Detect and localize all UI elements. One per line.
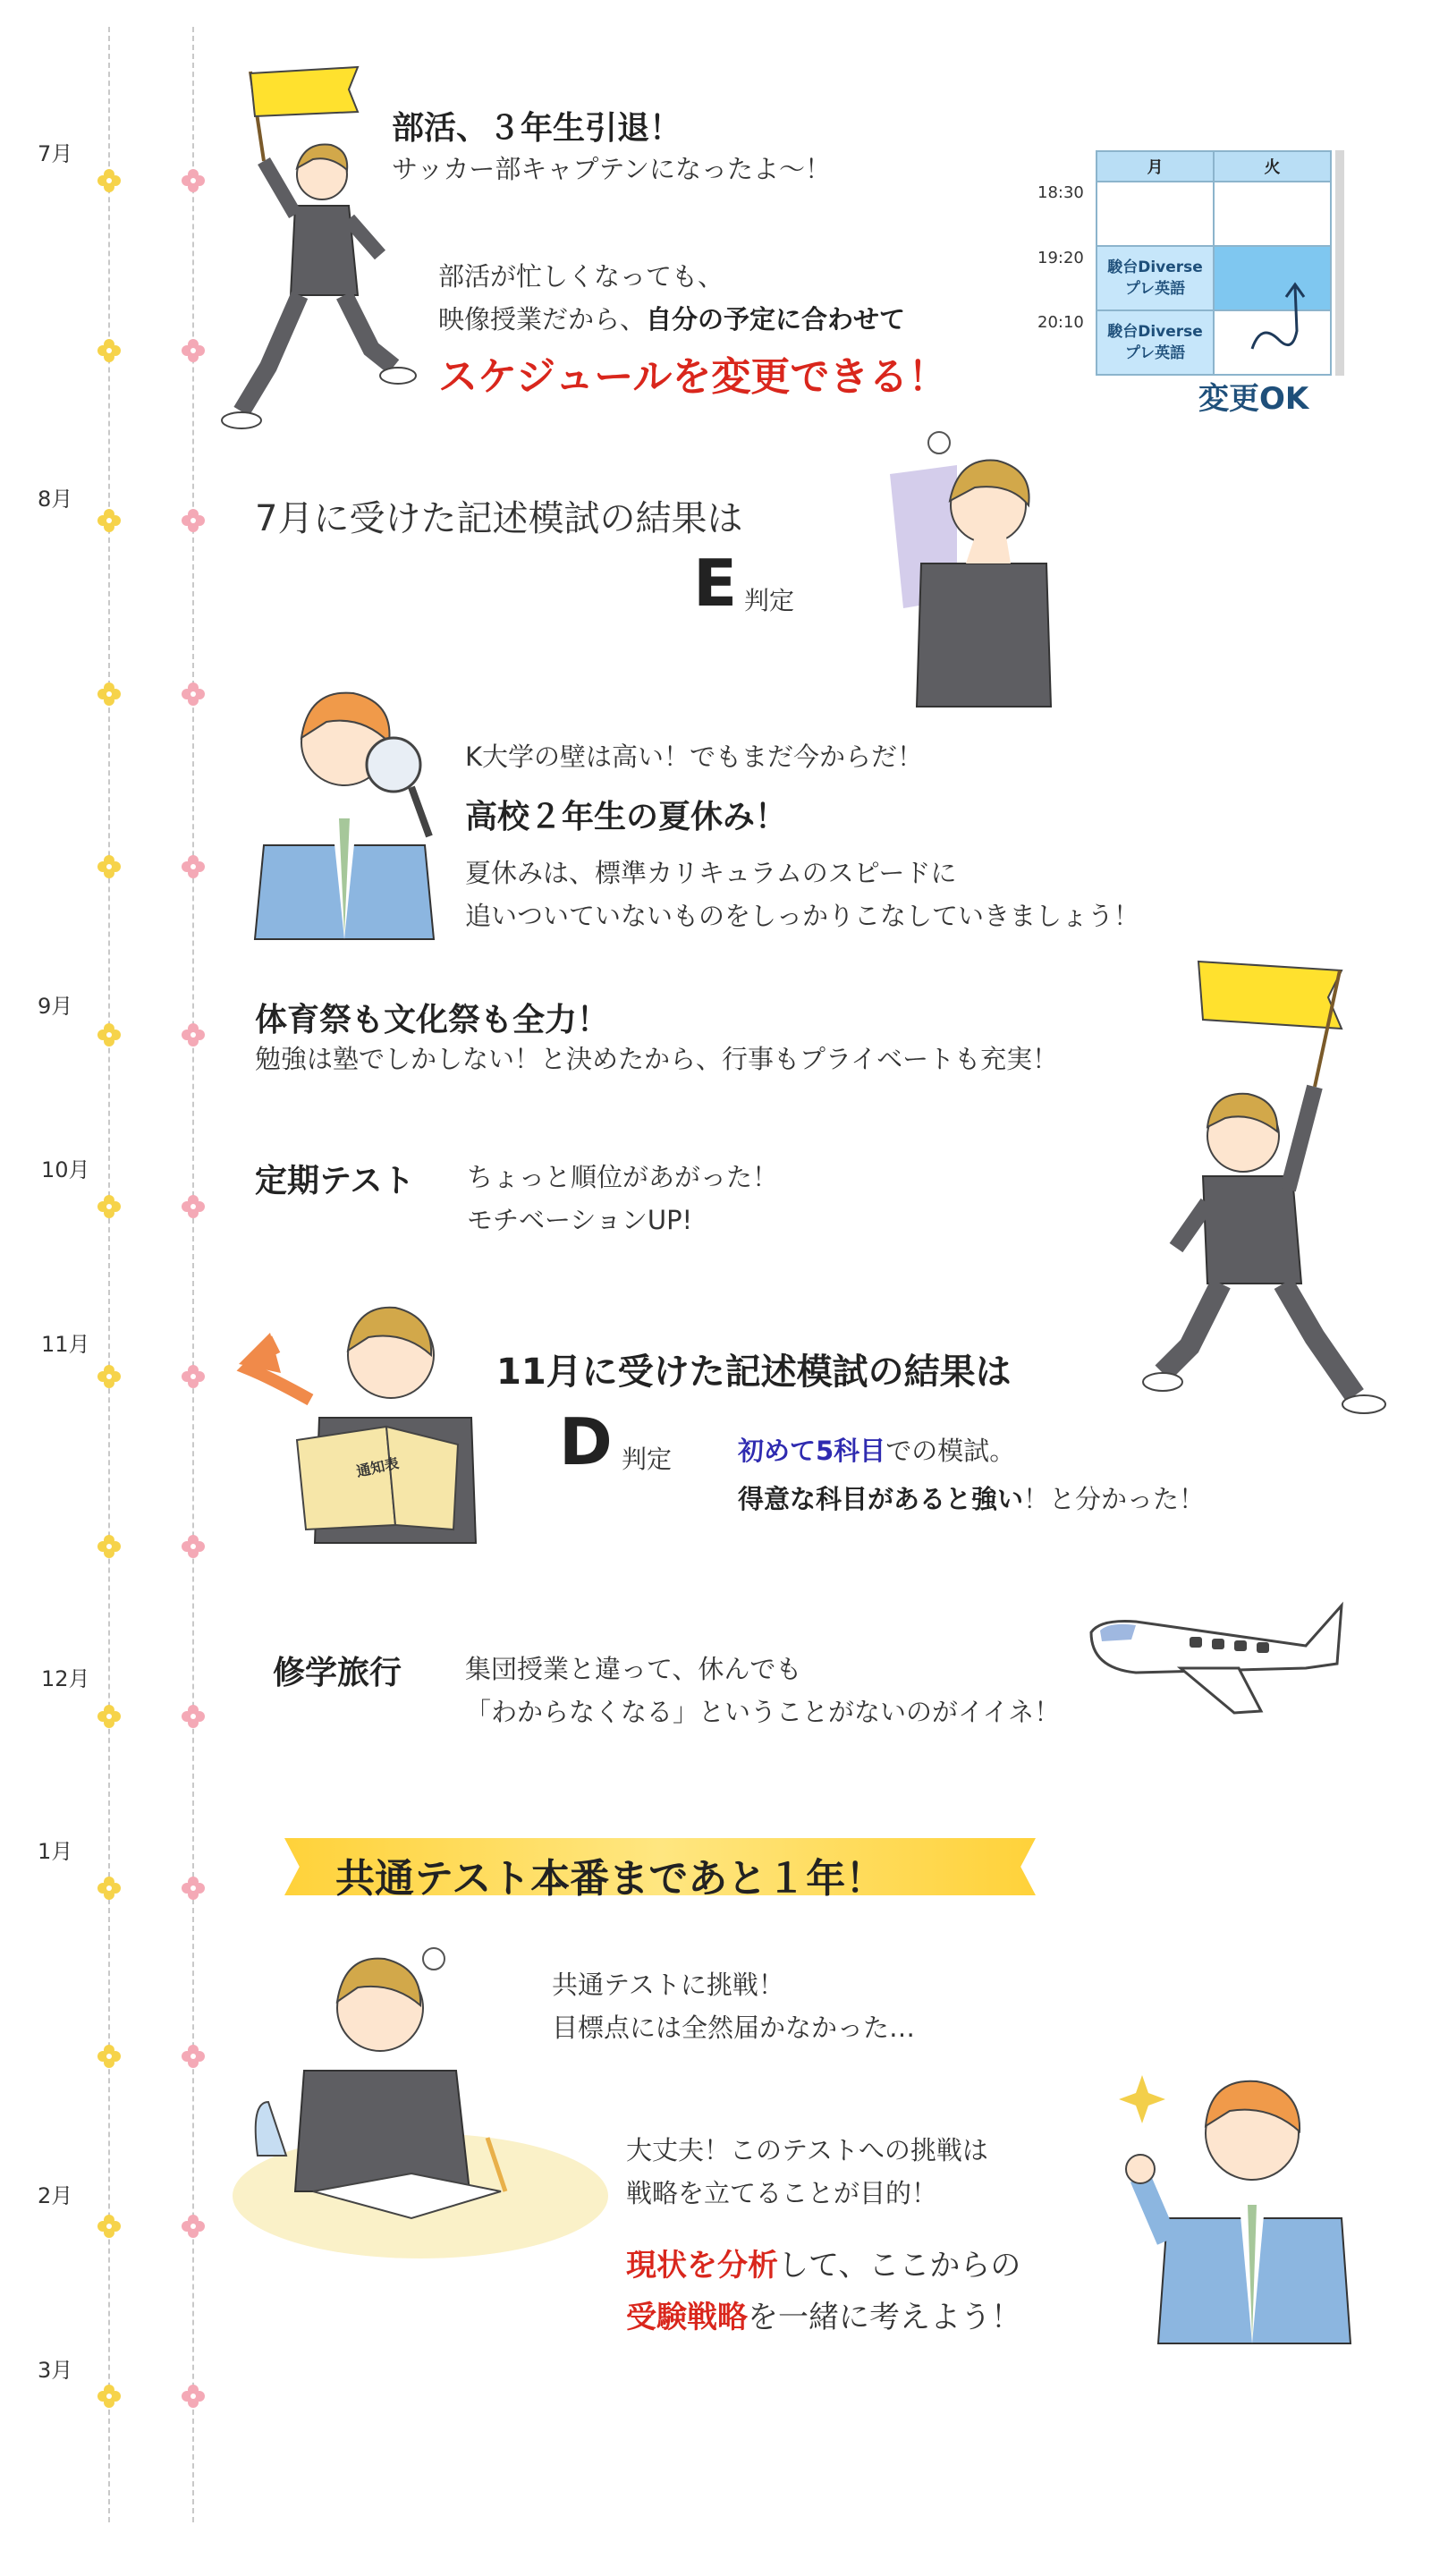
timeline-line-right	[192, 27, 194, 2522]
aug-grade: E	[693, 546, 738, 621]
summer-title: 高校２年生の夏休み！	[465, 799, 788, 835]
oct-title: 定期テスト	[255, 1163, 415, 1199]
july-line2: 映像授業だから、自分の予定に合わせて	[438, 304, 906, 335]
flower-dot-icon	[181, 1534, 206, 1559]
aug-grade-suffix: 判定	[744, 586, 795, 615]
feb-line3: 現状を分析して、ここからの	[626, 2248, 1021, 2284]
feb-line1: 大丈夫！このテストへの挑戦は	[626, 2135, 988, 2165]
nov-grade-suffix: 判定	[622, 1445, 673, 1474]
flower-dot-icon	[181, 1022, 206, 1047]
jan-line2: 目標点には全然届かなかった…	[552, 2012, 916, 2043]
flower-dot-icon	[181, 508, 206, 533]
cal-time-1: 18:30	[1037, 183, 1084, 202]
flower-dot-icon	[97, 682, 122, 707]
jan-banner-text: 共通テスト本番まであと１年！	[335, 1856, 885, 1902]
airplane-illustration	[1082, 1597, 1351, 1717]
sep-title: 体育祭も文化祭も全力！	[255, 1002, 610, 1038]
flower-dot-icon	[97, 1022, 122, 1047]
curved-arrow-icon	[1243, 268, 1315, 358]
flower-dot-icon	[97, 1534, 122, 1559]
running-student-with-flag-illustration	[215, 63, 420, 438]
july-subtitle: サッカー部キャプテンになったよ〜！	[392, 154, 831, 184]
flower-dot-icon	[181, 1194, 206, 1219]
flower-dot-icon	[97, 2384, 122, 2409]
dec-title: 修学旅行	[273, 1655, 402, 1691]
flower-dot-icon	[181, 2044, 206, 2069]
month-label: 3月	[38, 2358, 73, 2383]
cal-slot[interactable]	[1097, 182, 1214, 246]
jan-line1: 共通テストに挑戦！	[552, 1970, 784, 2000]
flower-dot-icon	[181, 854, 206, 879]
month-label: 1月	[38, 1839, 73, 1864]
cal-slot[interactable]	[1214, 182, 1331, 246]
flower-dot-icon	[181, 1876, 206, 1901]
flower-dot-icon	[97, 168, 122, 193]
flower-dot-icon	[97, 338, 122, 363]
july-highlight: スケジュールを変更できる！	[438, 354, 948, 400]
month-label: 9月	[38, 994, 73, 1019]
flower-dot-icon	[97, 2044, 122, 2069]
oct-line1: ちょっと順位があがった！	[467, 1162, 779, 1192]
flower-dot-icon	[97, 508, 122, 533]
cal-class-slot[interactable]: 駿台Diverse プレ英語	[1097, 246, 1214, 310]
nov-line2: 得意な科目があると強い！と分かった！	[738, 1484, 1206, 1514]
summer-line1: K大学の壁は高い！でもまだ今からだ！	[465, 741, 924, 772]
sep-line1: 勉強は塾でしかしない！と決めたから、行事もプライベートも充実！	[255, 1044, 1059, 1074]
flower-dot-icon	[97, 1194, 122, 1219]
flower-dot-icon	[181, 168, 206, 193]
flower-dot-icon	[97, 1876, 122, 1901]
change-ok-label: 変更OK	[1198, 381, 1309, 417]
cal-day-tue: 火	[1214, 151, 1331, 182]
student-with-report-card-illustration	[234, 1270, 489, 1547]
month-label: 8月	[38, 487, 73, 512]
month-label: 2月	[38, 2183, 73, 2208]
student-with-magnifier-illustration	[246, 666, 452, 944]
summer-line3: 追いついていないものをしっかりこなしていきましょう！	[465, 901, 1140, 931]
feb-line2: 戦略を立てることが目的！	[626, 2178, 938, 2208]
summer-line2: 夏休みは、標準カリキュラムのスピードに	[465, 858, 957, 888]
running-student-illustration	[1136, 944, 1395, 1427]
flower-dot-icon	[181, 338, 206, 363]
month-label: 7月	[38, 141, 73, 166]
cal-time-3: 20:10	[1037, 313, 1084, 332]
aug-line1: 7月に受けた記述模試の結果は	[255, 498, 743, 539]
cal-class-slot[interactable]: 駿台Diverse プレ英語	[1097, 310, 1214, 375]
flower-dot-icon	[97, 1704, 122, 1729]
month-label: 10月	[41, 1157, 90, 1182]
flower-dot-icon	[97, 854, 122, 879]
cal-time-2: 19:20	[1037, 249, 1084, 267]
flower-dot-icon	[181, 1364, 206, 1389]
oct-line2: モチベーションUP!	[467, 1205, 693, 1235]
dec-line2: 「わからなくなる」ということがないのがイイネ！	[465, 1697, 1061, 1727]
report-card-label: 通知表	[354, 1454, 401, 1480]
nov-title: 11月に受けた記述模試の結果は	[496, 1352, 1012, 1393]
july-line1: 部活が忙しくなっても、	[438, 261, 724, 292]
teacher-illustration	[1113, 2044, 1355, 2348]
dec-line1: 集団授業と違って、休んでも	[465, 1654, 802, 1684]
nov-grade: D	[559, 1404, 613, 1479]
flower-dot-icon	[181, 1704, 206, 1729]
worried-student-illustration	[885, 429, 1055, 716]
flower-dot-icon	[97, 1364, 122, 1389]
cal-scrollbar[interactable]	[1335, 150, 1344, 376]
flower-dot-icon	[181, 2214, 206, 2239]
month-label: 11月	[41, 1332, 90, 1357]
july-title: 部活、３年生引退！	[392, 110, 682, 147]
timeline-line-left	[108, 27, 110, 2522]
flower-dot-icon	[97, 2214, 122, 2239]
flower-dot-icon	[181, 682, 206, 707]
cal-day-mon: 月	[1097, 151, 1214, 182]
month-label: 12月	[41, 1666, 90, 1691]
nov-line1: 初めて5科目での模試。	[738, 1436, 1016, 1466]
feb-line4: 受験戦略を一緒に考えよう！	[626, 2300, 1021, 2335]
flower-dot-icon	[181, 2384, 206, 2409]
